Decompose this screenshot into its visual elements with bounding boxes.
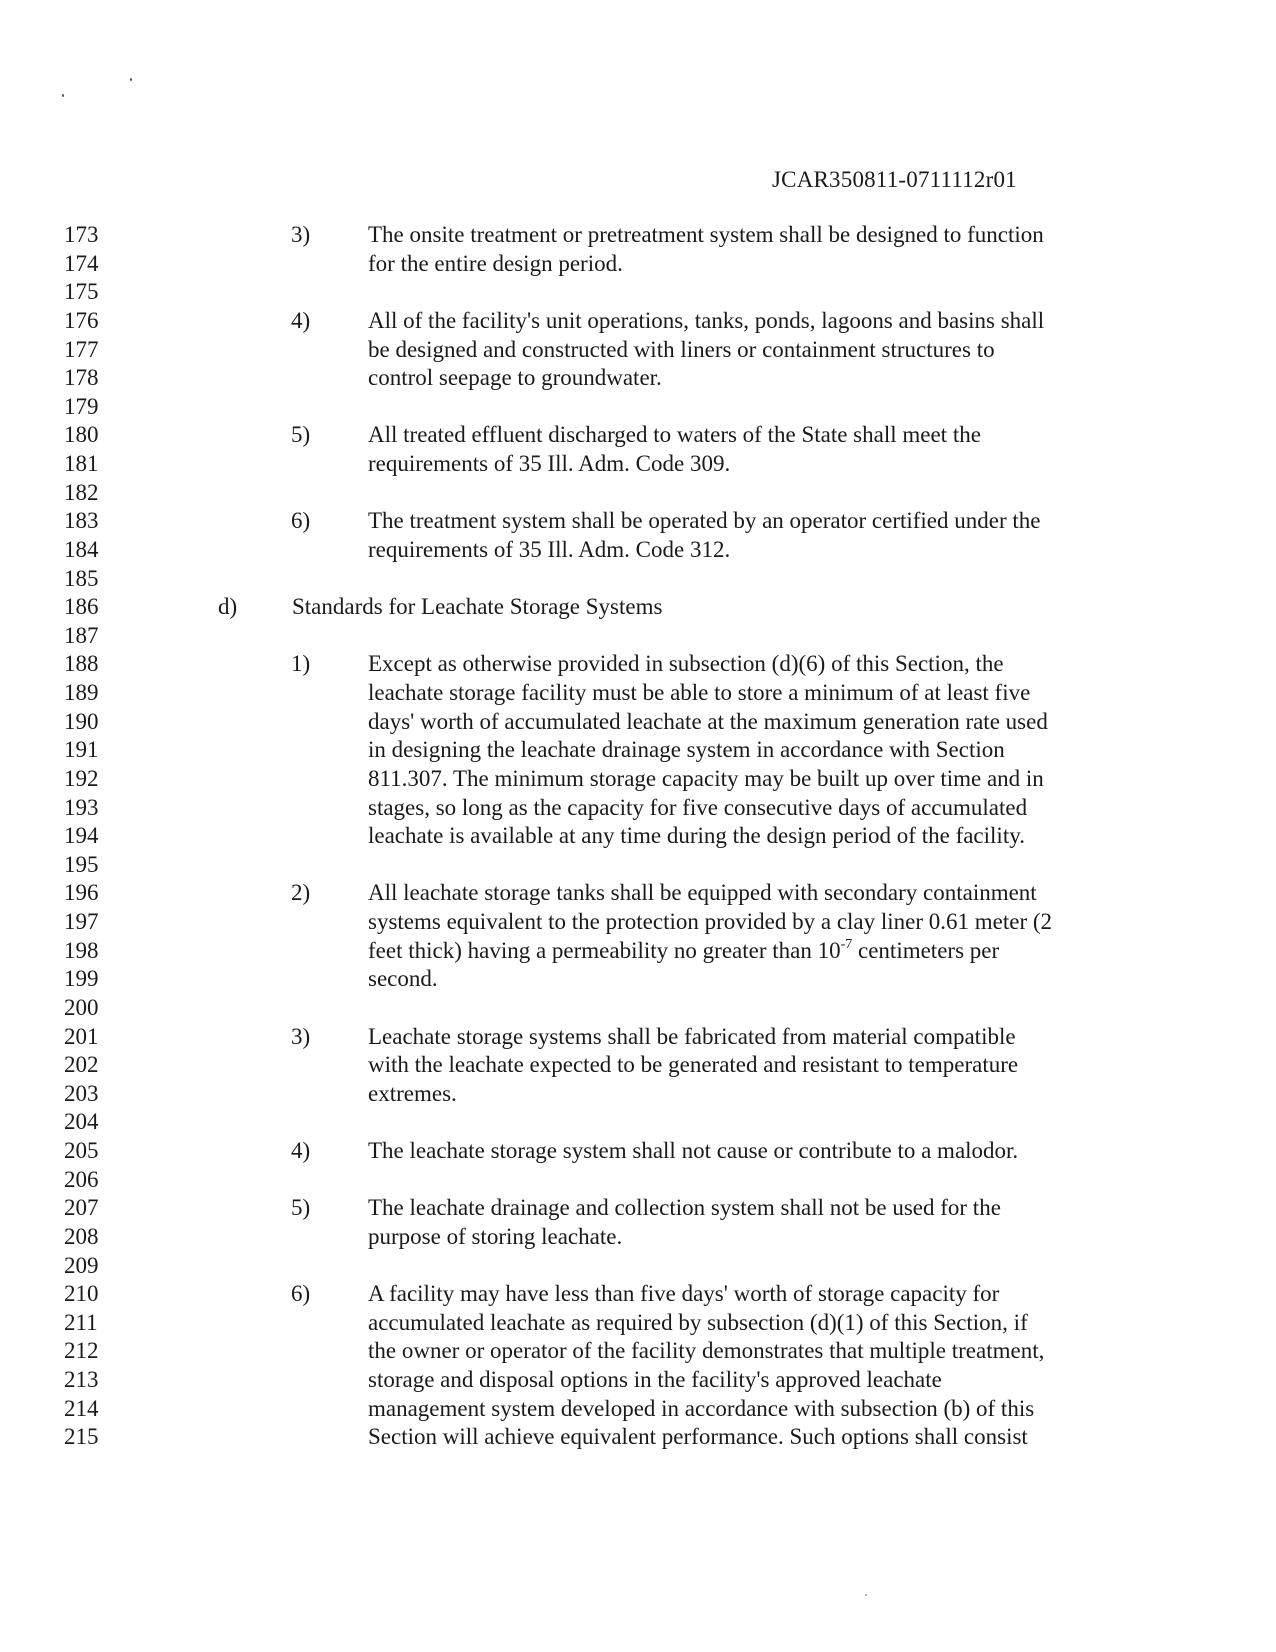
text-line <box>0 1366 1276 1395</box>
item-text: requirements of 35 Ill. Adm. Code 309. <box>368 451 731 476</box>
scan-speck <box>130 78 132 81</box>
item-text: The leachate drainage and collection system shall not be used for the <box>368 1195 1001 1221</box>
text-line <box>0 1337 1276 1366</box>
item-text: The leachate storage system shall not cause or contribute to a malodor. <box>368 1138 1019 1163</box>
line-number: 174 <box>64 250 99 276</box>
item-text: storage and disposal options in the facility's approved leachate <box>368 1367 942 1392</box>
item-label: 6) <box>291 1281 311 1307</box>
item-text: in designing the leachate drainage system in accordance with Section <box>368 737 1005 763</box>
item-label: 2) <box>291 880 311 906</box>
line-number: 203 <box>64 1080 99 1106</box>
item-text: All treated effluent discharged to waters of the State shall meet the <box>368 422 981 448</box>
text-line <box>0 1423 1276 1452</box>
blank-line <box>0 1252 1276 1281</box>
line-number: 197 <box>64 909 99 934</box>
text-line <box>0 1051 1276 1080</box>
line-number: 180 <box>64 422 99 448</box>
line-number: 215 <box>64 1424 99 1450</box>
line-number: 202 <box>64 1052 99 1078</box>
document-body <box>0 221 1276 1452</box>
blank-line <box>0 393 1276 422</box>
text-line <box>0 1023 1276 1052</box>
line-number: 176 <box>64 307 99 333</box>
item-text: purpose of storing leachate. <box>368 1223 623 1249</box>
item-label: 3) <box>291 1023 311 1049</box>
text-line <box>0 736 1276 765</box>
text-line <box>0 650 1276 679</box>
item-label: 6) <box>291 508 311 534</box>
item-text: The onsite treatment or pretreatment system shall be designed to function <box>368 222 1044 247</box>
text-line <box>0 536 1276 565</box>
line-number: 194 <box>64 823 99 849</box>
text-line <box>0 1395 1276 1424</box>
line-number: 214 <box>64 1395 99 1421</box>
item-text: All of the facility's unit operations, tanks, ponds, lagoons and basins shall <box>368 307 1045 333</box>
line-number: 183 <box>64 508 99 534</box>
line-number: 206 <box>64 1166 99 1192</box>
line-number: 181 <box>64 451 99 476</box>
section-heading-line <box>0 593 1276 622</box>
item-text: systems equivalent to the protection provided by a clay liner 0.61 meter (2 <box>368 909 1053 934</box>
item-text-part: centimeters per <box>852 937 1000 963</box>
item-text: management system developed in accordance with subsection (b) of this <box>368 1395 1035 1421</box>
item-text: Section will achieve equivalent performance. Such options shall consist <box>368 1424 1028 1450</box>
text-line <box>0 794 1276 823</box>
line-number: 190 <box>64 708 99 734</box>
item-text-part: feet thick) having a permeability no greater than 10 <box>368 937 841 963</box>
item-text: 811.307. The minimum storage capacity may be built up over time and in <box>368 765 1044 791</box>
line-number: 178 <box>64 365 99 391</box>
item-text: extremes. <box>368 1080 457 1106</box>
line-number: 184 <box>64 536 99 562</box>
item-text: accumulated leachate as required by subsection (d)(1) of this Section, if <box>368 1309 1028 1335</box>
line-number: 201 <box>64 1023 99 1049</box>
item-text: Except as otherwise provided in subsection (d)(6) of this Section, the <box>368 651 1004 677</box>
line-number: 212 <box>64 1338 99 1364</box>
line-number: 204 <box>64 1109 99 1135</box>
item-text <box>368 937 999 966</box>
line-number: 210 <box>64 1281 99 1307</box>
text-line <box>0 822 1276 851</box>
item-text: A facility may have less than five days' worth of storage capacity for <box>368 1281 1000 1307</box>
line-number: 196 <box>64 880 99 906</box>
text-line <box>0 221 1276 250</box>
blank-line <box>0 1108 1276 1137</box>
text-line <box>0 1223 1276 1252</box>
item-text: control seepage to groundwater. <box>368 365 662 391</box>
blank-line <box>0 622 1276 651</box>
text-line <box>0 879 1276 908</box>
line-number: 208 <box>64 1223 99 1249</box>
text-line <box>0 364 1276 393</box>
text-line <box>0 450 1276 479</box>
text-line <box>0 679 1276 708</box>
line-number: 195 <box>64 851 99 877</box>
text-line <box>0 507 1276 536</box>
text-line <box>0 908 1276 937</box>
item-label: 5) <box>291 1195 311 1221</box>
line-number: 198 <box>64 937 99 963</box>
item-text: with the leachate expected to be generated and resistant to temperature <box>368 1052 1019 1078</box>
item-text: second. <box>368 966 438 992</box>
item-text: for the entire design period. <box>368 250 623 276</box>
section-heading: Standards for Leachate Storage Systems <box>292 594 663 620</box>
item-label: 4) <box>291 1138 311 1163</box>
item-label: 4) <box>291 307 311 333</box>
line-number: 179 <box>64 393 99 419</box>
line-number: 173 <box>64 222 99 247</box>
line-number: 189 <box>64 680 99 705</box>
line-number: 211 <box>64 1309 98 1335</box>
line-number: 191 <box>64 737 99 763</box>
scan-speck <box>865 1594 867 1596</box>
scan-speck <box>62 94 64 97</box>
text-line <box>0 965 1276 994</box>
text-line <box>0 307 1276 336</box>
line-number: 182 <box>64 479 99 505</box>
text-line <box>0 336 1276 365</box>
blank-line <box>0 851 1276 880</box>
line-number: 193 <box>64 794 99 820</box>
item-text: leachate storage facility must be able to store a minimum of at least five <box>368 680 1031 705</box>
text-line <box>0 937 1276 966</box>
item-text: leachate is available at any time during the design period of the facility. <box>368 823 1025 849</box>
line-number: 175 <box>64 279 99 305</box>
item-label: 1) <box>291 651 311 677</box>
line-number: 205 <box>64 1138 99 1163</box>
text-line <box>0 1194 1276 1223</box>
text-line <box>0 708 1276 737</box>
text-line <box>0 250 1276 279</box>
item-label: 3) <box>291 222 311 247</box>
text-line <box>0 1080 1276 1109</box>
line-number: 207 <box>64 1195 99 1221</box>
section-label: d) <box>218 594 238 620</box>
text-line <box>0 421 1276 450</box>
item-text: stages, so long as the capacity for five consecutive days of accumulated <box>368 794 1028 820</box>
line-number: 200 <box>64 994 99 1020</box>
item-text: The treatment system shall be operated by an operator certified under the <box>368 508 1041 534</box>
item-text: be designed and constructed with liners or containment structures to <box>368 336 995 362</box>
text-line <box>0 1309 1276 1338</box>
blank-line <box>0 1166 1276 1195</box>
line-number: 209 <box>64 1252 99 1278</box>
line-number: 199 <box>64 966 99 992</box>
document-id: JCAR350811-0711112r01 <box>772 167 1017 192</box>
line-number: 188 <box>64 651 99 677</box>
item-text: Leachate storage systems shall be fabricated from material compatible <box>368 1023 1016 1049</box>
item-text: requirements of 35 Ill. Adm. Code 312. <box>368 536 731 562</box>
item-text: the owner or operator of the facility demonstrates that multiple treatment, <box>368 1338 1045 1364</box>
text-line <box>0 1137 1276 1166</box>
line-number: 185 <box>64 565 99 591</box>
item-text: days' worth of accumulated leachate at the maximum generation rate used <box>368 708 1048 734</box>
blank-line <box>0 479 1276 508</box>
line-number: 213 <box>64 1367 99 1392</box>
line-number: 186 <box>64 594 99 620</box>
item-text: All leachate storage tanks shall be equipped with secondary containment <box>368 880 1037 906</box>
text-line <box>0 1280 1276 1309</box>
blank-line <box>0 565 1276 594</box>
line-number: 177 <box>64 336 99 362</box>
line-number: 187 <box>64 622 99 648</box>
text-line <box>0 765 1276 794</box>
line-number: 192 <box>64 765 99 791</box>
blank-line <box>0 278 1276 307</box>
exponent: -7 <box>840 936 853 952</box>
blank-line <box>0 994 1276 1023</box>
item-label: 5) <box>291 422 311 448</box>
